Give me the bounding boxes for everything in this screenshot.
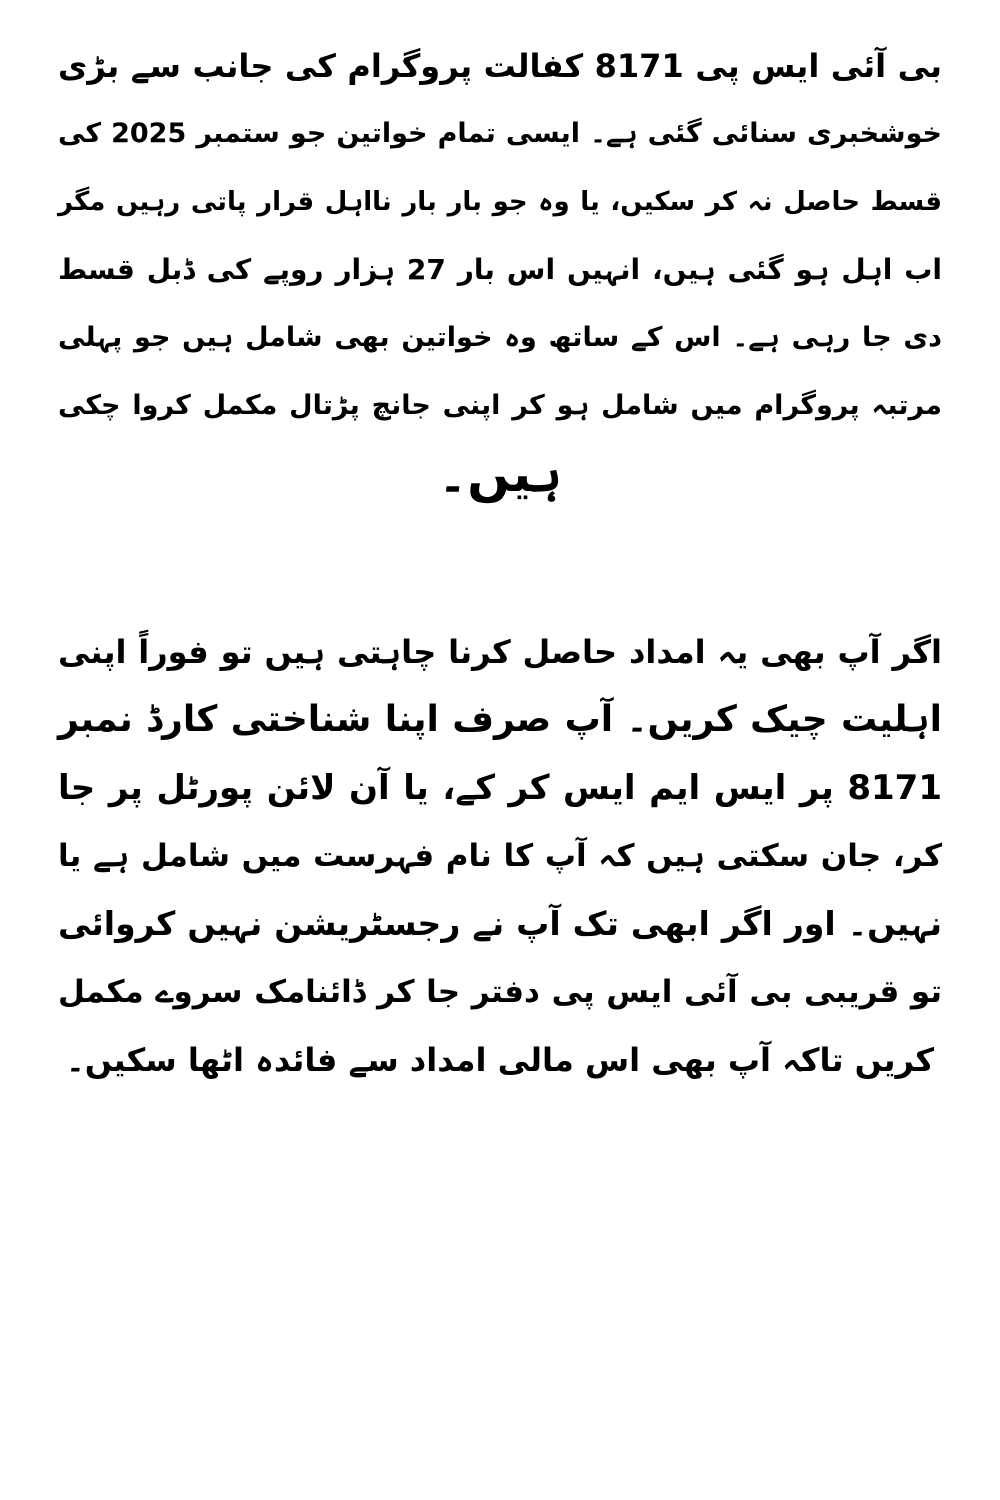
paragraph-2-line-7: کریں تاکہ آپ بھی اس مالی امداد سے فائدہ اٹھا سکیں۔ [65, 1041, 934, 1079]
paragraph-2-line-4: کر، جان سکتی ہیں کہ آپ کا نام فہرست میں شامل ہے یا [58, 838, 942, 874]
paragraph-1-line-5: دی جا رہی ہے۔ اس کے ساتھ وہ خواتین بھی شامل ہیں جو پہلی [58, 322, 942, 353]
paragraph-2 [58, 618, 942, 1094]
paragraph-1-line-1: بی آئی ایس پی 8171 کفالت پروگرام کی جانب سے بڑی [58, 47, 943, 85]
paragraph-1-line-2: خوشخبری سنائی گئی ہے۔ ایسی تمام خواتین جو ستمبر 2025 کی [58, 118, 942, 149]
paragraph-1 [58, 32, 942, 508]
paragraph-2-line-6: تو قریبی بی آئی ایس پی دفتر جا کر ڈائنامک سروے مکمل [58, 974, 942, 1010]
paragraph-2-line-2: اہلیت چیک کریں۔ آپ صرف اپنا شناختی کارڈ نمبر [58, 699, 942, 740]
paragraph-1-line-4: اب اہل ہو گئی ہیں، انہیں اس بار 27 ہزار روپے کی ڈبل قسط [58, 253, 942, 286]
paragraph-1-line-6: مرتبہ پروگرام میں شامل ہو کر اپنی جانچ پڑتال مکمل کروا چکی [58, 390, 942, 421]
paragraph-2-line-1: اگر آپ بھی یہ امداد حاصل کرنا چاہتی ہیں تو فوراً اپنی [58, 633, 942, 671]
paragraph-2-line-3: 8171 پر ایس ایم ایس کر کے، یا آن لائن پورٹل پر جا [58, 768, 942, 808]
paragraph-2-line-5: نہیں۔ اور اگر ابھی تک آپ نے رجسٹریشن نہیں کروائی [58, 904, 942, 943]
paragraph-1-line-7: ہیں۔ [438, 445, 562, 503]
paragraph-1-line-3: قسط حاصل نہ کر سکیں، یا وہ جو بار بار نااہل قرار پاتی رہیں مگر [58, 187, 942, 217]
